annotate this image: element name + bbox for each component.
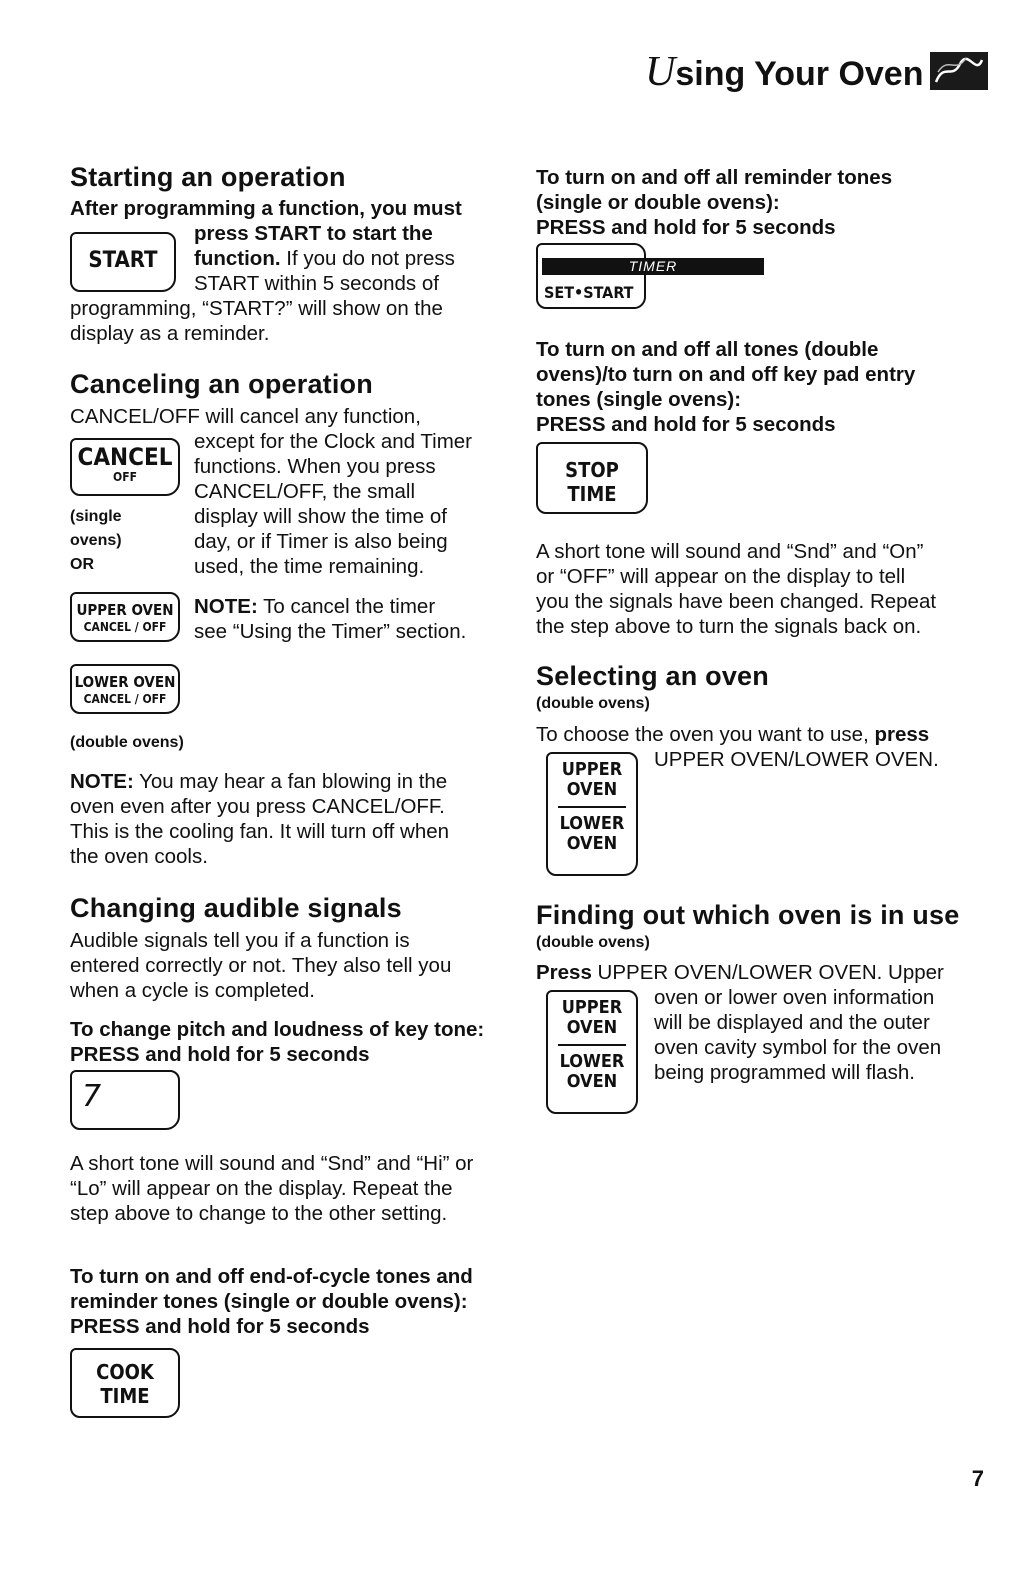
- heading-changing: Changing audible signals: [70, 893, 402, 923]
- fan-note-text: You may hear a fan blowing in the: [133, 770, 448, 793]
- selecting-sub: (double ovens): [536, 695, 650, 712]
- finding-t1: oven or lower oven information: [654, 986, 935, 1009]
- cancel-key-sub: OFF: [113, 470, 137, 484]
- signals-line4: the step above to turn the signals back on.: [536, 615, 922, 638]
- cancel-note-label: [194, 594, 435, 620]
- cancel-key-main: CANCEL: [77, 443, 173, 471]
- find-upper-line2: OVEN: [566, 1017, 618, 1038]
- or-label: OR: [70, 556, 94, 573]
- find-upper-line1: UPPER: [561, 997, 623, 1018]
- fan-note-line3: This is the cooling fan. It will turn off when: [70, 820, 450, 843]
- starting-side2-text: If you do not press: [280, 247, 455, 270]
- starting-line4: programming, “START?” will show on the: [70, 297, 443, 320]
- find-lower-line1: LOWER: [559, 1051, 625, 1072]
- title-initial: U: [645, 49, 676, 95]
- changing-l2: entered correctly or not. They also tell you: [70, 954, 452, 977]
- cancel-off-key[interactable]: [70, 438, 180, 496]
- lower-cancel-key-main: LOWER OVEN: [74, 673, 176, 691]
- finding-t3: oven cavity symbol for the oven: [654, 1036, 942, 1059]
- cook-time-key-line2: TIME: [100, 1384, 150, 1408]
- end-cycle-line2: reminder tones (single or double ovens):: [70, 1290, 468, 1313]
- timer-bar: TIMER: [542, 258, 764, 275]
- canceling-t2: functions. When you press: [194, 455, 436, 478]
- signals-line1: A short tone will sound and “Snd” and “On”: [536, 540, 924, 563]
- page-number: 7: [971, 1466, 984, 1491]
- select-key-divider: [558, 806, 626, 808]
- key-7-label: 7: [82, 1079, 102, 1114]
- canceling-t6: used, the time remaining.: [194, 555, 425, 578]
- canceling-t4: display will show the time of: [194, 505, 447, 528]
- cancel-note-bold: NOTE:: [194, 595, 258, 618]
- double-ovens-label: (double ovens): [70, 734, 184, 751]
- stop-time-key[interactable]: [536, 442, 648, 514]
- cancel-note-text: To cancel the timer: [257, 595, 436, 618]
- canceling-t3: CANCEL/OFF, the small: [194, 480, 415, 503]
- reminder-line1: To turn on and off all reminder tones: [536, 166, 893, 189]
- end-cycle-line1: To turn on and off end-of-cycle tones and: [70, 1265, 473, 1288]
- select-lower-line1: LOWER: [559, 813, 625, 834]
- tone-line1: A short tone will sound and “Snd” and “Hi” or: [70, 1152, 474, 1175]
- finding-line1-bold: Press: [536, 961, 592, 984]
- selecting-line1: [536, 722, 929, 748]
- finding-sub: (double ovens): [536, 934, 650, 951]
- selecting-line2: UPPER OVEN/LOWER OVEN.: [654, 748, 939, 771]
- reminder-line2: (single or double ovens):: [536, 191, 780, 214]
- find-key-divider: [558, 1044, 626, 1046]
- all-tones-line3: tones (single ovens):: [536, 388, 742, 411]
- selecting-line1-text: To choose the oven you want to use,: [536, 723, 875, 746]
- set-start-key[interactable]: [536, 243, 646, 309]
- page-title: [645, 48, 923, 96]
- tone-line2: “Lo” will appear on the display. Repeat the: [70, 1177, 453, 1200]
- pitch-line1: To change pitch and loudness of key tone:: [70, 1018, 485, 1041]
- tone-line3: step above to change to the other setting.: [70, 1202, 448, 1225]
- single-label-1: (single: [70, 508, 122, 525]
- end-cycle-line3: PRESS and hold for 5 seconds: [70, 1315, 370, 1338]
- reminder-line3: PRESS and hold for 5 seconds: [536, 216, 836, 239]
- canceling-line1: CANCEL/OFF will cancel any function,: [70, 405, 421, 428]
- canceling-t5: day, or if Timer is also being: [194, 530, 448, 553]
- all-tones-line4: PRESS and hold for 5 seconds: [536, 413, 836, 436]
- select-upper-line1: UPPER: [561, 759, 623, 780]
- select-lower-line2: OVEN: [566, 833, 618, 854]
- oven-logo-icon: [930, 52, 988, 90]
- start-key-label: START: [88, 248, 158, 273]
- heading-selecting: Selecting an oven: [536, 661, 769, 691]
- fan-note-line4: the oven cools.: [70, 845, 208, 868]
- lower-oven-cancel-key[interactable]: [70, 664, 180, 714]
- fan-note-bold: NOTE:: [70, 770, 134, 793]
- heading-canceling: Canceling an operation: [70, 369, 373, 399]
- canceling-t1: except for the Clock and Timer: [194, 430, 473, 453]
- title-rest: sing Your Oven: [675, 55, 924, 93]
- heading-finding: Finding out which oven is in use: [536, 900, 960, 930]
- signals-line3: you the signals have been changed. Repeat: [536, 590, 937, 613]
- upper-cancel-key-sub: CANCEL / OFF: [83, 620, 167, 634]
- key-7[interactable]: [70, 1070, 180, 1130]
- cook-time-key-line1: COOK: [96, 1360, 154, 1384]
- all-tones-line2: ovens)/to turn on and off key pad entry: [536, 363, 916, 386]
- stop-time-key-line1: STOP: [565, 458, 619, 482]
- changing-l1: Audible signals tell you if a function is: [70, 929, 410, 952]
- cook-time-key[interactable]: [70, 1348, 180, 1418]
- starting-line5: display as a reminder.: [70, 322, 270, 345]
- starting-side2: [194, 246, 455, 272]
- select-upper-line2: OVEN: [566, 779, 618, 800]
- starting-line1: After programming a function, you must: [70, 197, 462, 220]
- finding-line1: [536, 960, 944, 986]
- changing-l3: when a cycle is completed.: [70, 979, 315, 1002]
- selecting-line1-bold: press: [874, 723, 930, 746]
- pitch-line2: PRESS and hold for 5 seconds: [70, 1043, 370, 1066]
- starting-side1: press START to start the: [194, 222, 433, 245]
- fan-note-line2: oven even after you press CANCEL/OFF.: [70, 795, 445, 818]
- stop-time-key-line2: TIME: [567, 482, 617, 506]
- finding-line1-text: UPPER OVEN/LOWER OVEN. Upper: [591, 961, 944, 984]
- heading-starting: Starting an operation: [70, 162, 346, 192]
- starting-side3: START within 5 seconds of: [194, 272, 439, 295]
- upper-lower-oven-key[interactable]: [546, 752, 638, 876]
- upper-oven-cancel-key[interactable]: [70, 592, 180, 642]
- finding-t4: being programmed will flash.: [654, 1061, 915, 1084]
- starting-side2-bold: function.: [194, 247, 281, 270]
- find-lower-line2: OVEN: [566, 1071, 618, 1092]
- finding-t2: will be displayed and the outer: [654, 1011, 930, 1034]
- start-key[interactable]: [70, 232, 176, 292]
- fan-note-line1: [70, 769, 447, 795]
- upper-cancel-key-main: UPPER OVEN: [76, 601, 174, 619]
- all-tones-line1: To turn on and off all tones (double: [536, 338, 879, 361]
- single-label-2: ovens): [70, 532, 122, 549]
- upper-lower-oven-key-2[interactable]: [546, 990, 638, 1114]
- signals-line2: or “OFF” will appear on the display to tell: [536, 565, 906, 588]
- set-start-key-label: SET•START: [544, 283, 634, 302]
- lower-cancel-key-sub: CANCEL / OFF: [83, 692, 167, 706]
- cancel-note-line2: see “Using the Timer” section.: [194, 620, 467, 643]
